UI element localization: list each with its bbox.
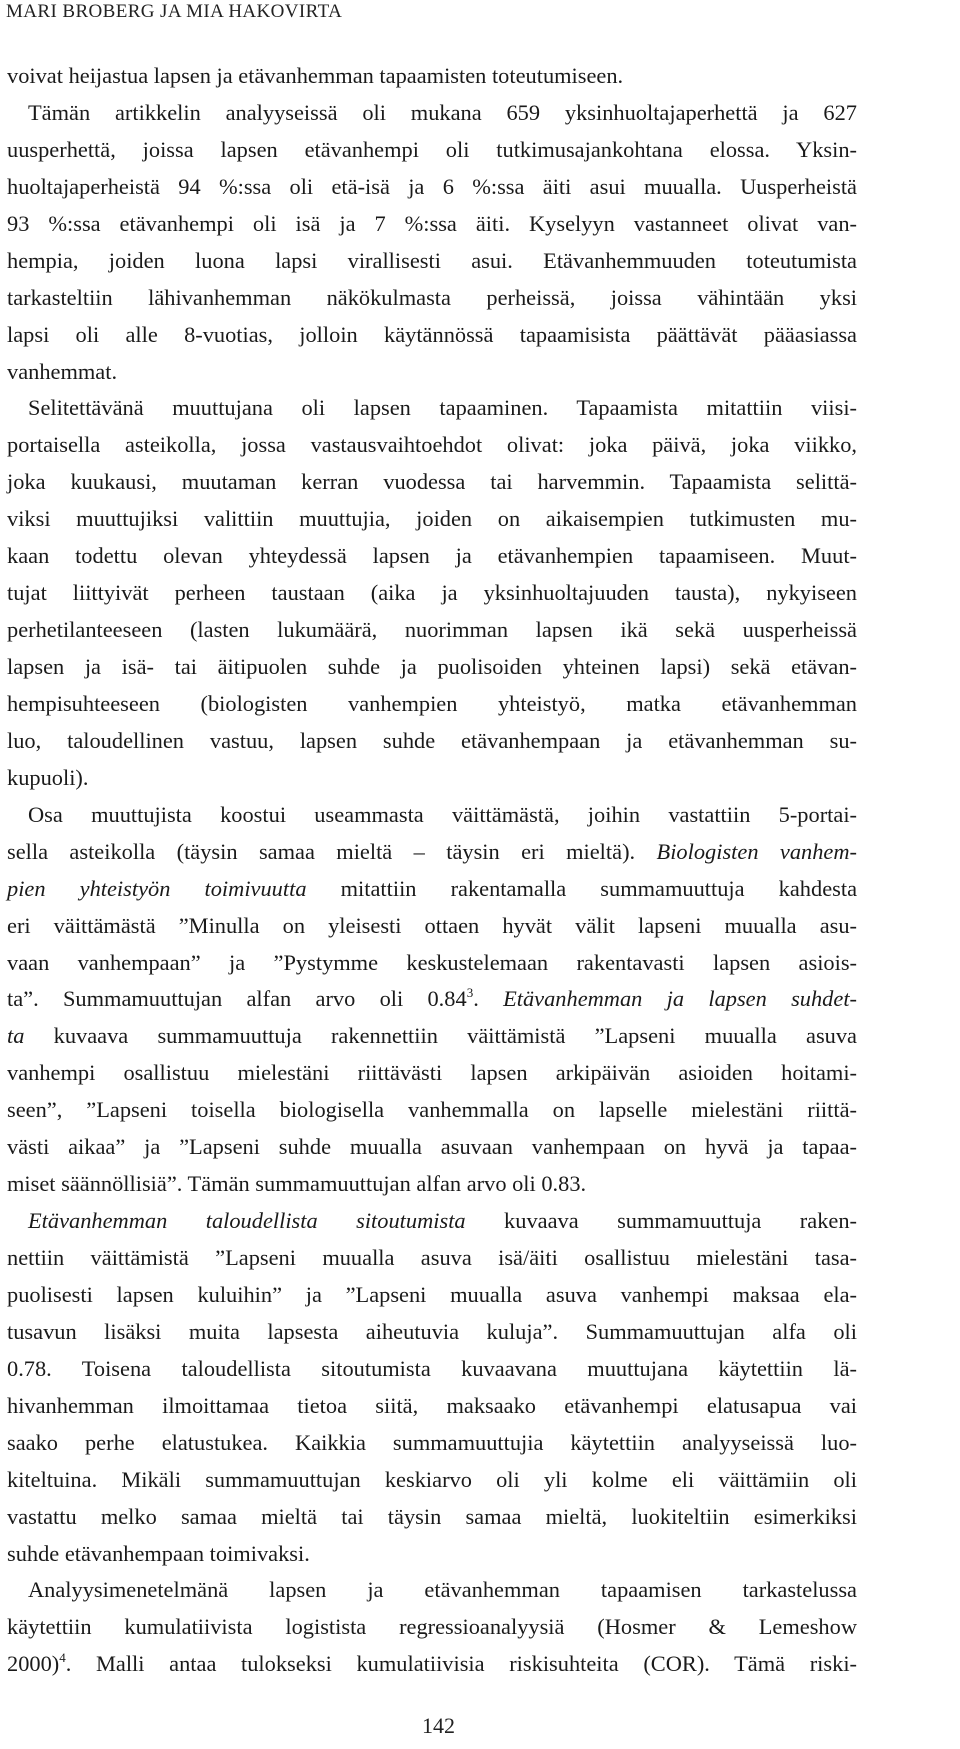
text-line: puolisesti lapsen kuluihin” ja ”Lapseni muualla asuva vanhempi maksaa ela- (7, 1281, 857, 1307)
text-line (7, 1203, 857, 1240)
text-line (7, 871, 857, 908)
text-line: 93 %:ssa etävanhempi oli isä ja 7 %:ssa äiti. Kyselyyn vastanneet olivat van- (7, 210, 857, 236)
text-line: hivanhemman ilmoittamaa tietoa siitä, maksaako etävanhempi elatusapua vai (7, 1392, 857, 1418)
text-line: hempisuhteeseen (biologisten vanhempien yhteistyö, matka etävanhemman (7, 690, 857, 716)
text-line: hempia, joiden luona lapsi virallisesti asui. Etävanhemmuuden toteutumista (7, 247, 857, 273)
text-run: ta”. Summamuuttujan alfan arvo oli 0.84 (7, 986, 467, 1012)
text-line: seen”, ”Lapseni toisella biologisella vanhemmalla on lapselle mielestäni riittä- (7, 1097, 857, 1123)
italic-run: Etävanhemman taloudellista sitoutumista (28, 1208, 466, 1234)
text-line: Analyysimenetelmänä lapsen ja etävanhemman tapaamisen tarkastelussa (28, 1577, 857, 1603)
text-line: vastattu melko samaa mieltä tai täysin samaa mieltä, luokiteltiin esimerkiksi (7, 1503, 857, 1529)
text-run: mitattiin rakentamalla summamuuttuja kahdesta (306, 875, 858, 901)
text-run: sella asteikolla (täysin samaa mieltä – täysin eri mieltä). (7, 838, 657, 864)
text-line (7, 1646, 857, 1683)
text-line: suhde etävanhempaan toimivaksi. (7, 1540, 310, 1566)
italic-run: Etävanhemman ja lapsen suhdet- (503, 986, 857, 1012)
text-line: voivat heijastua lapsen ja etävanhemman tapaamisten toteutumiseen. (7, 63, 624, 88)
text-line (7, 834, 857, 871)
text-line: lapsi oli alle 8-vuotias, jolloin käytännössä tapaamisista päättävät pääasiassa (7, 321, 857, 347)
text-line: joka kuukausi, muutaman kerran vuodessa tai harvemmin. Tapaamista selittä- (7, 469, 857, 495)
text-line: vanhemmat. (7, 358, 118, 384)
text-run: kuvaava summamuuttuja rakennettiin väittämistä ”Lapseni muualla asuva (24, 1023, 857, 1049)
text-line: miset säännöllisiä”. Tämän summamuuttujan alfan arvo oli 0.83. (7, 1171, 587, 1197)
text-line: vanhempi osallistuu mielestäni riittävästi lapsen arkipäivän asioiden hoitami- (7, 1060, 857, 1086)
text-run: 2000) (7, 1651, 60, 1677)
text-run: . Malli antaa tulokseksi kumulatiivisia riskisuhteita (COR). Tämä riski- (65, 1651, 857, 1677)
text-line: Osa muuttujista koostui useammasta väittämästä, joihin vastattiin 5-portai- (28, 801, 857, 827)
text-line: lapsen ja isä- tai äitipuolen suhde ja puolisoiden yhteinen lapsi) sekä etävan- (7, 654, 857, 679)
text-run: . (473, 986, 504, 1012)
footnote-ref: 4 (59, 1650, 66, 1666)
text-line: 0.78. Toisena taloudellista sitoutumista kuvaavana muuttujana käytettiin lä- (7, 1355, 857, 1381)
body-text (7, 58, 857, 1683)
text-line: kiteltuina. Mikäli summamuuttujan keskiarvo oli yli kolme eli väittämiin oli (7, 1466, 857, 1492)
page-number: 142 (422, 1713, 455, 1738)
running-head: MARI BROBERG JA MIA HAKOVIRTA (6, 1, 343, 22)
italic-run: pien yhteistyön toimivuutta (7, 875, 307, 901)
text-line: uusperhettä, joissa lapsen etävanhempi oli tutkimusajankohtana elossa. Yksin- (7, 136, 857, 162)
text-line (7, 1018, 857, 1055)
text-line: portaisella asteikolla, jossa vastausvaihtoehdot olivat: joka päivä, joka viikko, (7, 432, 857, 458)
text-line: viksi muuttujiksi valittiin muuttujia, joiden on aikaisempien tutkimusten mu- (7, 506, 857, 532)
text-line (7, 981, 857, 1018)
text-line: kupuoli). (7, 764, 89, 790)
text-line: Selitettävänä muuttujana oli lapsen tapaaminen. Tapaamista mitattiin viisi- (28, 395, 857, 421)
text-line: tusavun lisäksi muita lapsesta aiheutuvia kuluja”. Summamuuttujan alfa oli (7, 1318, 857, 1344)
italic-run: ta (7, 1023, 25, 1049)
text-line: saako perhe elatustukea. Kaikkia summamuuttujia käytettiin analyyseissä luo- (7, 1429, 857, 1455)
text-line: västi aikaa” ja ”Lapseni suhde muualla asuvaan vanhempaan on hyvä ja tapaa- (7, 1134, 857, 1160)
footnote-ref: 3 (466, 985, 474, 1001)
italic-run: Biologisten vanhem- (656, 838, 857, 864)
text-line: tujat liittyivät perheen taustaan (aika ja yksinhuoltajuuden tausta), nykyiseen (7, 580, 857, 606)
text-run: kuvaava summamuuttuja raken- (465, 1208, 857, 1234)
text-line: perhetilanteeseen (lasten lukumäärä, nuorimman lapsen ikä sekä uusperheissä (7, 617, 857, 643)
text-line: nettiin väittämistä ”Lapseni muualla asuva isä/äiti osallistuu mielestäni tasa- (7, 1245, 857, 1270)
text-line: tarkasteltiin lähivanhemman näkökulmasta perheissä, joissa vähintään yksi (7, 284, 857, 310)
text-line: eri väittämästä ”Minulla on yleisesti ottaen hyvät välit lapseni muualla asu- (7, 912, 857, 938)
text-line: kaan todettu olevan yhteydessä lapsen ja etävanhempien tapaamiseen. Muut- (7, 543, 857, 569)
text-line: luo, taloudellinen vastuu, lapsen suhde etävanhempaan ja etävanhemman su- (7, 727, 857, 753)
text-line: huoltajaperheistä 94 %:ssa oli etä-isä ja 6 %:ssa äiti asui muualla. Uusperheistä (7, 173, 857, 199)
text-line: vaan vanhempaan” ja ”Pystymme keskustelemaan rakentavasti lapsen asiois- (7, 949, 857, 975)
text-line: Tämän artikkelin analyyseissä oli mukana 659 yksinhuoltajaperhettä ja 627 (28, 99, 857, 125)
text-line: käytettiin kumulatiivista logistista regressioanalyysiä (Hosmer & Lemeshow (7, 1614, 857, 1640)
